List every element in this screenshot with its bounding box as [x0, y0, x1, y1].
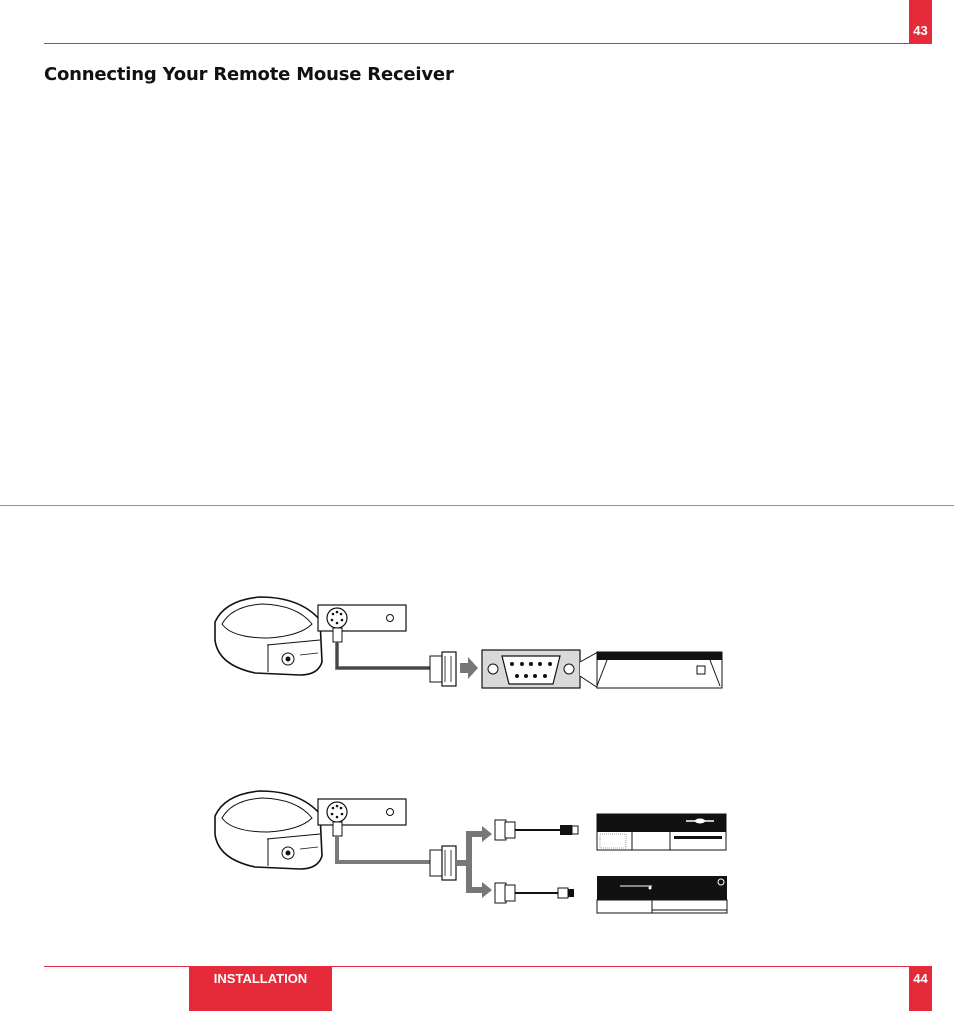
mac-mini-din-plug-icon	[495, 883, 574, 903]
y-splitter-cable-icon	[456, 826, 492, 898]
mouse-receiver-icon	[215, 791, 322, 869]
diagram-mac-connection	[215, 791, 727, 913]
page-number-bottom: 44	[913, 971, 928, 986]
mini-din-connector-icon	[318, 799, 406, 836]
mini-din-connector-icon	[318, 605, 406, 642]
page-title: Connecting Your Remote Mouse Receiver	[44, 64, 454, 85]
section-label: INSTALLATION	[213, 971, 308, 986]
computer-back-panel-icon	[597, 652, 722, 688]
mac-adb-plug-icon	[495, 820, 578, 840]
diagram-serial-connection	[215, 597, 722, 688]
mouse-receiver-icon	[215, 597, 322, 675]
dsub-9pin-connector-icon	[482, 650, 580, 688]
section-tab	[189, 966, 332, 1011]
computer-back-panel-icon	[597, 876, 727, 913]
computer-back-panel-icon	[597, 814, 726, 850]
dsub-9pin-plug-icon	[430, 652, 456, 686]
page-number-top: 43	[913, 23, 928, 38]
page-number-tab-bottom	[909, 966, 932, 1011]
dsub-9pin-plug-icon	[430, 846, 456, 880]
bottom-rule	[44, 966, 932, 967]
